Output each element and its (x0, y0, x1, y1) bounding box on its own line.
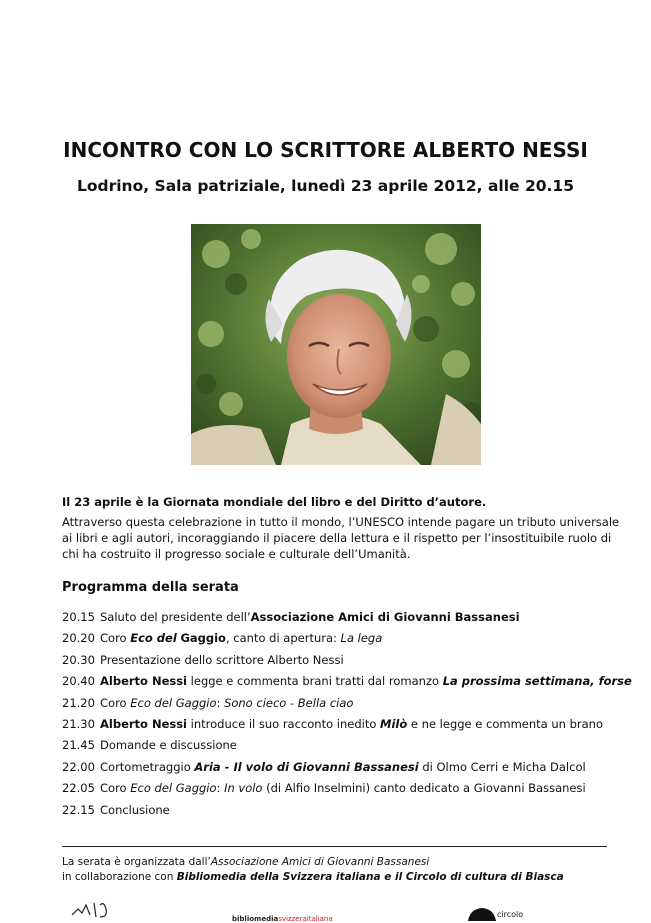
program-text: La prossima settimana, forse (442, 674, 632, 689)
program-time: 21.30 (62, 716, 95, 731)
program-item (62, 736, 632, 757)
circolo-logo-icon (468, 908, 496, 921)
program-item (62, 694, 632, 715)
program-text: , canto di apertura: (225, 631, 341, 646)
program-time: 20.30 (62, 652, 95, 667)
program-time: 21.45 (62, 738, 95, 753)
program-time: 20.15 (62, 610, 95, 624)
author-photo (191, 224, 481, 465)
intro-body: Attraverso questa celebrazione in tutto il mondo, l’UNESCO intende pagare un tributo universale ai libri e agli autori, incoraggiando il piacere della lettura e il rispetto per l’insostituibile ruolo di chi ha costruito il progresso sociale e culturale dell’Umanità. (62, 515, 620, 561)
bibliomedia-logo-dark: bibliomedia (232, 915, 279, 923)
program-text: Aria - Il volo di Giovanni Bassanesi (194, 759, 419, 774)
program-item (62, 651, 632, 672)
program-text: : (216, 781, 225, 796)
program-text: legge e commenta brani tratti dal romanzo (187, 674, 443, 689)
footer-partners: Bibliomedia della Svizzera italiana e il Circolo di cultura di Biasca (176, 871, 564, 883)
footer-divider (62, 846, 607, 847)
program-text: Coro (100, 781, 131, 796)
program-time: 20.40 (62, 674, 95, 689)
program-text: Gaggio (180, 631, 226, 646)
page-title: INCONTRO CON LO SCRITTORE ALBERTO NESSI (63, 138, 588, 162)
program-heading: Programma della serata (62, 580, 239, 595)
intro-heading: Il 23 aprile è la Giornata mondiale del libro e del Diritto d’autore. (62, 495, 487, 509)
footer-credits (62, 855, 622, 885)
program-text: Alberto Nessi (100, 674, 188, 689)
program-text: : (216, 695, 225, 710)
program-time: 21.20 (62, 695, 95, 710)
program-text: Coro (100, 695, 131, 710)
program-item (62, 801, 632, 822)
program-text: Sono cieco - Bella ciao (224, 695, 354, 710)
program-text: di Olmo Cerri e Micha Dalcol (418, 759, 586, 774)
bibliomedia-logo-red: svizzeraitaliana (278, 915, 333, 923)
program-text: Alberto Nessi (100, 716, 188, 731)
program-time: 20.20 (62, 631, 95, 646)
program-text: In volo (224, 781, 263, 796)
program-item (62, 779, 632, 800)
program-item (62, 672, 632, 693)
program-time: 22.05 (62, 781, 95, 796)
footer-prefix: La serata è organizzata dall’ (62, 856, 211, 868)
program-text: e ne legge e commenta un brano (407, 716, 603, 731)
program-item (62, 608, 632, 629)
event-details: Lodrino, Sala patriziale, lunedì 23 aprile 2012, alle 20.15 (76, 177, 574, 195)
program-text: Conclusione (100, 802, 170, 817)
program-item (62, 758, 632, 779)
program-text: Associazione Amici di Giovanni Bassanesi (250, 610, 520, 624)
association-logo-icon (72, 903, 106, 917)
program-text: (di Alfio Inselmini) canto dedicato a Giovanni Bassanesi (262, 781, 586, 796)
program-item (62, 629, 632, 650)
program-text: La lega (340, 631, 383, 646)
program-time: 22.00 (62, 759, 95, 774)
footer-collab-prefix: in collaborazione con (62, 871, 177, 883)
program-item (62, 715, 632, 736)
program-text: Coro (100, 631, 131, 646)
program-text: Saluto del presidente dell’ (100, 610, 251, 624)
program-text: Cortometraggio (100, 759, 195, 774)
program-list (62, 608, 632, 822)
circolo-logo-text: circolo (497, 910, 524, 919)
footer-organizer: Associazione Amici di Giovanni Bassanesi (210, 856, 430, 868)
program-text: introduce il suo racconto inedito (187, 716, 381, 731)
bibliomedia-logo (232, 915, 333, 923)
program-text: Milò (380, 716, 408, 731)
program-text: Eco del (130, 631, 177, 646)
program-text: Eco del Gaggio (130, 695, 217, 710)
program-text: Domande e discussione (100, 738, 237, 753)
program-text: Eco del Gaggio (130, 781, 217, 796)
program-time: 22.15 (62, 802, 95, 817)
program-text: Presentazione dello scrittore Alberto Nessi (100, 652, 344, 667)
